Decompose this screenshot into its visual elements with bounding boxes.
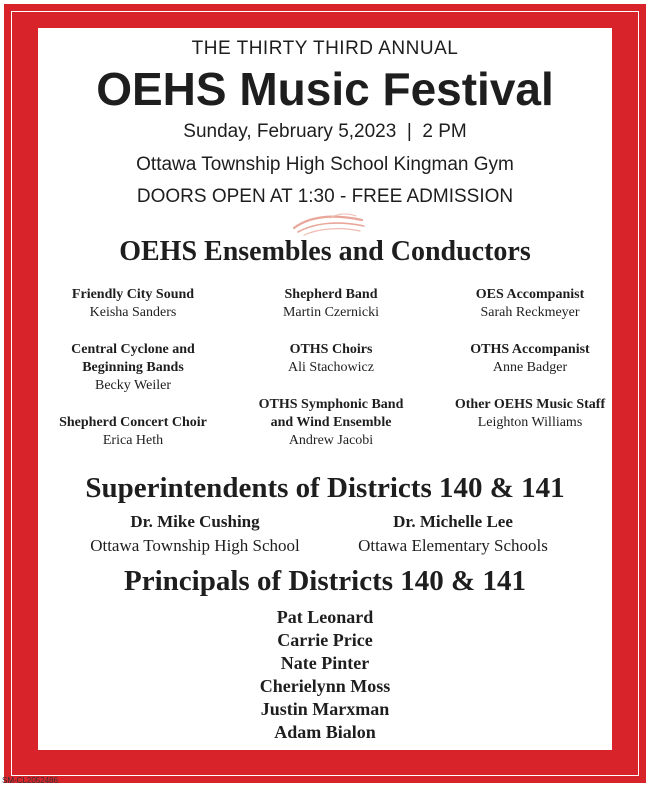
superintendent-entry <box>60 510 330 558</box>
ensemble-role: Shepherd Concert Choir <box>59 415 207 430</box>
principal-name: Pat Leonard <box>276 607 374 627</box>
conductor-name: Becky Weiler <box>95 378 171 393</box>
venue: Ottawa Township High School Kingman Gym <box>136 154 514 175</box>
principal-name: Justin Marxman <box>260 699 390 719</box>
conductor-name: Andrew Jacobi <box>288 433 374 448</box>
conductor-name: Ali Stachowicz <box>288 360 374 375</box>
conductor-name: Anne Badger <box>492 360 568 375</box>
principal-name: Cherielynn Moss <box>259 676 391 696</box>
festival-title: OEHS Music Festival <box>96 63 554 115</box>
ensemble-role: OTHS Symphonic Band and Wind Ensemble <box>258 397 404 430</box>
ensemble-entry <box>38 341 228 395</box>
principals-list <box>38 606 612 744</box>
principal-name: Adam Bialon <box>274 722 376 742</box>
content-panel <box>38 28 612 750</box>
ensemble-role: OTHS Choirs <box>289 342 373 357</box>
ensemble-entry <box>38 414 228 450</box>
conductor-name: Sarah Reckmeyer <box>480 305 580 320</box>
superintendent-school: Ottawa Township High School <box>90 536 300 555</box>
conductor-name: Keisha Sanders <box>89 305 177 320</box>
ensemble-entry <box>435 396 625 432</box>
ensemble-entry <box>236 396 426 450</box>
flourish-ornament-icon <box>290 212 368 238</box>
conductor-name: Erica Heth <box>102 433 164 448</box>
ensemble-role: Central Cyclone and Beginning Bands <box>71 342 195 375</box>
ensemble-role: OES Accompanist <box>475 287 585 302</box>
ensemble-role: Shepherd Band <box>284 287 378 302</box>
ensemble-entry <box>38 286 228 322</box>
superintendent-name: Dr. Mike Cushing <box>130 512 260 531</box>
ensemble-entry <box>236 286 426 322</box>
annual-line: THE THIRTY THIRD ANNUAL <box>191 38 459 59</box>
superintendent-name: Dr. Michelle Lee <box>393 512 513 531</box>
ensemble-entry <box>435 341 625 377</box>
superintendent-school: Ottawa Elementary Schools <box>358 536 548 555</box>
ensemble-role: Friendly City Sound <box>71 287 195 302</box>
ensembles-title: OEHS Ensembles and Conductors <box>119 236 531 267</box>
doors-admission: DOORS OPEN AT 1:30 - FREE ADMISSION <box>136 186 514 207</box>
conductor-name: Leighton Williams <box>477 415 583 430</box>
superintendents-title: Superintendents of Districts 140 & 141 <box>85 472 565 504</box>
ensemble-entry <box>236 341 426 377</box>
ensemble-role: OTHS Accompanist <box>470 342 590 357</box>
principal-name: Nate Pinter <box>280 653 370 673</box>
principal-name: Carrie Price <box>277 630 373 650</box>
conductor-name: Martin Czernicki <box>282 305 380 320</box>
ad-code: SM-CL2052486 <box>2 776 59 785</box>
ensemble-role: Other OEHS Music Staff <box>454 397 606 412</box>
superintendent-entry <box>318 510 588 558</box>
ensemble-entry <box>435 286 625 322</box>
principals-title: Principals of Districts 140 & 141 <box>124 565 526 597</box>
date-time: Sunday, February 5,2023 | 2 PM <box>183 121 467 142</box>
